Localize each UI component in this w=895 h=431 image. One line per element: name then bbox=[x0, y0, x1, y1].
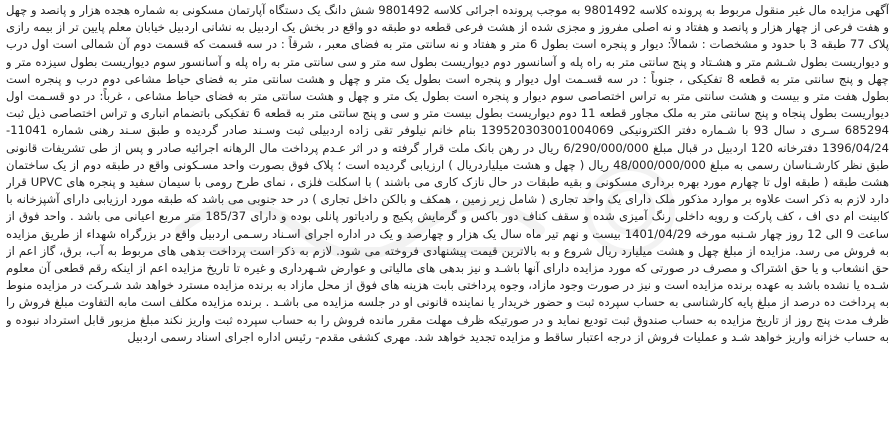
auction-notice-text: آگهی مزایده مال غیر منقول مربوط به پرونده کلاسه 9801492 به موجب پرونده اجرائی کلاسه 9801492 شش دانگ یک دستگاه آپارتمان مسکونی به شماره هجده هزار و پانصد و چهل و هفت فرعی از چهار هزار و پانصد و هفتاد و نه اصلی مفروز و مجزی شده از هشت فرعی قطعه دو طبقه دو واقع در بخش یک اردبیل به نشانی اردبیل خیابان معلم پایین تر از بیمه رازی پلاک 77 طبقه 3 با حدود و مشخصات : شمالاً: دیوار و پنجره است بطول 6 متر و هفتاد و نه سانتی متر به فضای معبر ، شرقاً : در سه قسمت که قسمت دوم آن شمالی است اول درب و دیواریست بطول شـشم متر و هشـتاد و پنج سانتی متر به راه پله و آسانسور دوم دیواریست بطول سه متر و سی سانتی متر به راه پله و آسانسور سوم دیواریست بطول سیزده متر و چهل و پنج سانتی متر به قطعه 8 تفکیکی ، جنوباً : در سه قسـمت اول دیوار و پنجره است بطول یک متر و چهل و هشت سانتی متر به فضای حیاط مشاعی دوم درب و پنجره است بطول هفت متر و بیست و هشت سانتی متر به تراس اختصاصی سوم دیوار و پنجره است بطول یک متر و چهل و هشت سانتی متر به فضای حیاط مشاعی ، غرباً: در دو قسـمت اول دیواریست بطول پنجاه و پنج سانتی متر به ملک مجاور قطعه 11 دوم دیواریست بطول بیست متر و سی و پنج سانتی متر به قطعه 6 تفکیکی باتضمام انباری و تراس اختصاصی ذیل ثبت 685294 سـری د سال 93 با شـماره دفتر الکترونیکی 139520303001004069 بنام خانم نیلوفر تقی زاده اردبیلی ثبت وسـند صادر گردیده و طبق سـند رهنی شماره 11041- 1396/04/24 دفترخانه 120 اردبیل در قبال مبلغ 6/290/000/000 ریال در رهن بانک ملت قرار گرفته و در اثر عـدم پرداخت مال الرهانه اجرائیه صادر و پس از طی تشریفات قانونی طبق نظر کارشـناسان رسمی به مبلغ 48/000/000/000 ریال ( چهل و هشت میلیاردریال ) ارزیابی گردیده است ؛ پلاک فوق بصورت واحد مسـکونی واقع در طبقه دوم از یک ساختمان هشت طبقه ( طبقه اول تا چهارم مورد بهره برداری مسکونی و بقیه طبقات در حال نازک کاری می باشند ) با اسکلت فلزی ، نمای طرح رومی با سیمان سفید و پنجره های UPVC قرار دارد لازم به ذکر است علاوه بر موارد مذکور ملک دارای یک واحد تجاری ( شامل زیر زمین ، همکف و بالکن داخل تجاری ) در حد جنوبی می باشد که طبقه مورد ارزیابی دارای آشپزخانه با کابینت ام دی اف ، کف پارکت و رویه داخلی رنگ آمیزی شده و سقف کناف دور باکس و گرمایش پکیج و رادیاتور پانلی بوده و دارای 185/37 متر مربع اعیانی می باشد . واحد فوق از ساعت 9 الی 12 روز چهار شـنبه مورخه 1401/04/29 بیست و نهم تیر ماه سال یک هزار و چهارصد و یک در اداره اجرای اسـناد رسـمی اردبیل واقع در بزرگراه شهداء از طریق مزایده به فروش می رسد. مزایده از مبلغ چهل و هشت میلیارد ریال شروع و به بالاترین قیمت پیشنهادی فروخته می شود. لازم به ذکر است پرداخت بدهی های مربوط به آب، برق، گاز اعم از حق انشعاب و یا حق اشتراک و مصرف در صورتی که مورد مزایده دارای آنها باشـد و نیز بدهی های مالیاتی و عوارض شـهرداری و غیره تا تاریخ مزایده اعم از اینکه رقم قطعی آن معلوم شـده یا نشده باشد به عهده برنده مزایده است و نیز در صورت وجود مازاد، وجوه پرداختی بابت هزینه های فوق از محل مازاد به برنده مزایده مسترد خواهد شد شـرکت در مزایده منوط به پرداخت ده درصد از مبلغ پایه کارشناسی به حساب سپرده ثبت و حضور خریدار یا نماینده قانونی او در جلسه مزایده می باشـد . برنده مزایده مکلف است مابه التفاوت مبلغ فروش را ظرف مدت پنج روز از تاریخ مزایده به حساب صندوق ثبت تودیع نماید و در صورتیکه ظرف مهلت مقرر مانده فروش را به حساب سپرده ثبت واریز نکند مبلغ مزبور قابل استرداد نبوده و به حساب خزانه واریز خواهد شـد و عملیات فروش از درجه اعتبار ساقط و مزایده تجدید خواهد شد. مهری کشفی مقدم- رئیس اداره اجرای اسناد رسمی اردبیل bbox=[6, 3, 889, 344]
